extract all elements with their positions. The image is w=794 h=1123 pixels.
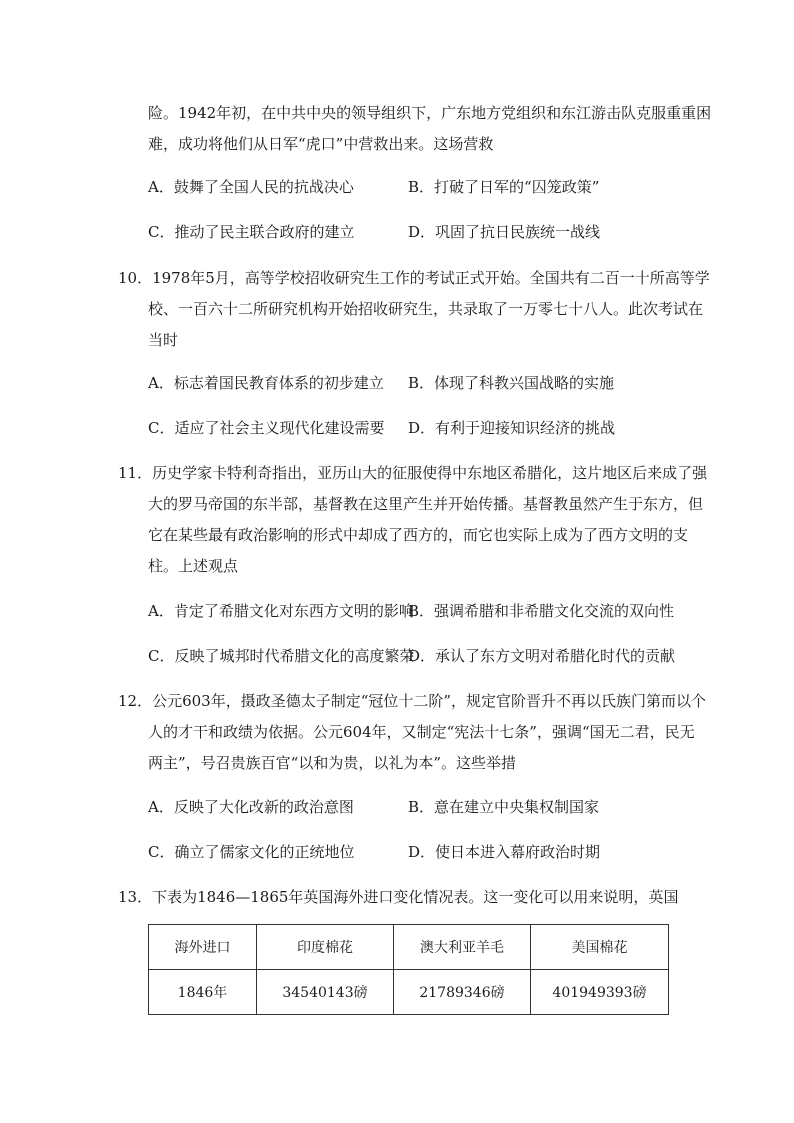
q11-option-b: B．强调希腊和非希腊文化交流的双向性 (408, 602, 675, 620)
q13-line-1: 13．下表为1846—1865年英国海外进口变化情况表。这一变化可以用来说明，英国 (118, 888, 679, 906)
q9-option-a: A．鼓舞了全国人民的抗战决心 (148, 178, 354, 196)
table-header-cell: 印度棉花 (257, 925, 394, 970)
q9-option-b: B．打破了日军的“囚笼政策” (408, 178, 600, 196)
table-cell: 1846年 (149, 970, 257, 1015)
table-cell: 34540143磅 (257, 970, 394, 1015)
q9-line-2: 难，成功将他们从日军“虎口”中营救出来。这场营救 (148, 135, 494, 153)
table-cell: 401949393磅 (531, 970, 669, 1015)
q12-option-c: C．确立了儒家文化的正统地位 (148, 843, 355, 861)
q10-line-2: 校、一百六十二所研究机构开始招收研究生，共录取了一万零七十八人。此次考试在 (148, 300, 704, 318)
table-header-cell: 澳大利亚羊毛 (394, 925, 531, 970)
q11-line-2: 大的罗马帝国的东半部，基督教在这里产生并开始传播。基督教虽然产生于东方，但 (148, 495, 704, 513)
q10-option-c: C．适应了社会主义现代化建设需要 (148, 419, 385, 437)
q11-line-3: 它在某些最有政治影响的形式中却成了西方的，而它也实际上成为了西方文明的支 (148, 526, 689, 544)
imports-table (148, 924, 669, 1015)
table-header-row (149, 925, 669, 970)
q12-option-d: D．使日本进入幕府政治时期 (408, 843, 601, 861)
q10-line-1: 10．1978年5月，高等学校招收研究生工作的考试正式开始。全国共有二百一十所高等学 (118, 269, 710, 287)
q9-option-d: D．巩固了抗日民族统一战线 (408, 223, 601, 241)
q12-line-3: 两主”，号召贵族百官“以和为贵，以礼为本”。这些举措 (148, 754, 517, 772)
table-cell: 21789346磅 (394, 970, 531, 1015)
q10-option-a: A．标志着国民教育体系的初步建立 (148, 374, 384, 392)
q12-option-a: A．反映了大化改新的政治意图 (148, 798, 354, 816)
q10-option-b: B．体现了科教兴国战略的实施 (408, 374, 615, 392)
q10-option-d: D．有利于迎接知识经济的挑战 (408, 419, 616, 437)
q9-option-c: C．推动了民主联合政府的建立 (148, 223, 355, 241)
q12-line-1: 12．公元603年，摄政圣德太子制定“冠位十二阶”，规定官阶晋升不再以氏族门第而以个 (118, 692, 707, 710)
q11-option-d: D．承认了东方文明对希腊化时代的贡献 (408, 647, 676, 665)
q11-line-1: 11．历史学家卡特利奇指出，亚历山大的征服使得中东地区希腊化，这片地区后来成了强 (118, 464, 708, 482)
q12-line-2: 人的才干和政绩为依据。公元604年，又制定“宪法十七条”，强调“国无二君，民无 (148, 723, 695, 741)
q12-option-b: B．意在建立中央集权制国家 (408, 798, 600, 816)
q11-line-4: 柱。上述观点 (148, 557, 239, 575)
q10-line-3: 当时 (148, 331, 179, 349)
table-header-cell: 海外进口 (149, 925, 257, 970)
table-header-cell: 美国棉花 (531, 925, 669, 970)
q11-option-c: C．反映了城邦时代希腊文化的高度繁荣 (148, 647, 415, 665)
table-row (149, 970, 669, 1015)
q9-line-1: 险。1942年初，在中共中央的领导组织下，广东地方党组织和东江游击队克服重重困 (148, 104, 712, 122)
q11-option-a: A．肯定了希腊文化对东西方文明的影响 (148, 602, 414, 620)
